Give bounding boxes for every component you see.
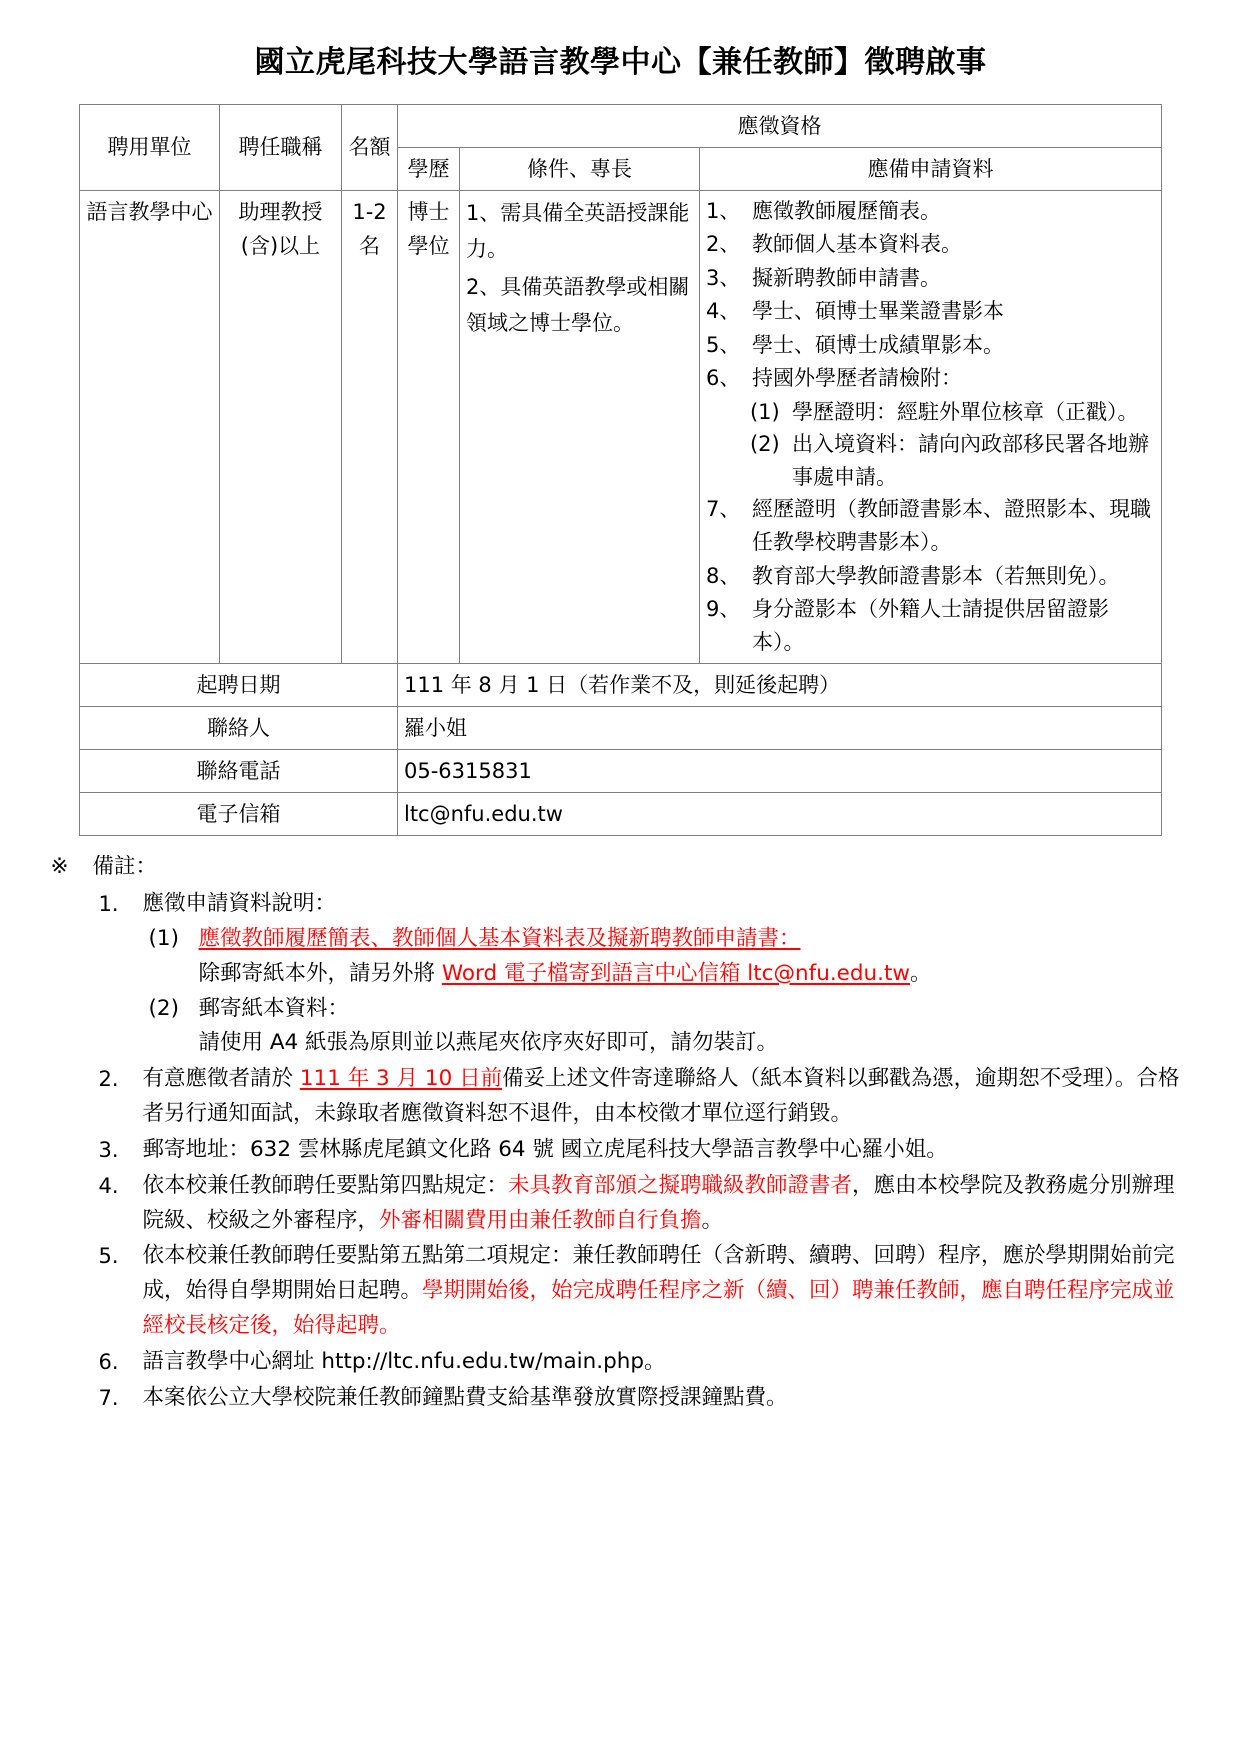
document-text: 學士、碩博士畢業證書影本 xyxy=(751,299,1004,324)
documents-sublist xyxy=(706,396,1155,494)
note-body xyxy=(143,1345,1191,1380)
note-1-sub-2 xyxy=(149,992,1191,1062)
note-6-tail: 。 xyxy=(644,1348,666,1374)
note-1-sub-1-line2 xyxy=(199,957,1191,992)
note-body xyxy=(143,1169,1191,1239)
document-item xyxy=(706,295,1155,328)
document-text: 持國外學歷者請檢附： xyxy=(751,366,962,391)
document-subitem xyxy=(750,428,1155,493)
note-6-pre: 語言教學中心網址 xyxy=(142,1348,322,1374)
document-number: 5、 xyxy=(705,332,741,357)
note-number: 2. xyxy=(98,1067,119,1092)
condition-text: 需具備全英語授課能力。 xyxy=(465,200,690,261)
reference-mark-icon: ※ xyxy=(50,854,69,880)
cell-education-line2: 學位 xyxy=(407,233,450,258)
document-item xyxy=(706,593,1155,658)
document-item xyxy=(706,329,1155,362)
header-unit: 聘用單位 xyxy=(79,104,219,190)
document-number: 9、 xyxy=(705,597,741,622)
note-3-text: 郵寄地址：632 雲林縣虎尾鎮文化路 64 號 國立虎尾科技大學語言教學中心羅小姐。 xyxy=(142,1136,948,1162)
notes-heading-label: 備註： xyxy=(92,854,158,880)
notes-section xyxy=(51,850,1191,1415)
document-item xyxy=(706,493,1155,558)
document-item xyxy=(706,195,1155,228)
document-number: 4、 xyxy=(705,299,741,324)
note-number: 3. xyxy=(98,1137,119,1162)
document-item xyxy=(706,228,1155,261)
note-1-sub-2-line2: 請使用 A4 紙張為原則並以燕尾夾依序夾好即可，請勿裝訂。 xyxy=(198,1030,779,1056)
note-1-sublist xyxy=(143,922,1191,1061)
note-body xyxy=(143,887,1191,1061)
note-number: 5. xyxy=(98,1244,119,1269)
info-row-contact-person xyxy=(79,707,1161,750)
cell-unit: 語言教學中心 xyxy=(79,190,219,664)
document-item xyxy=(706,262,1155,295)
note-4-tail: 。 xyxy=(701,1207,724,1233)
header-qualification-group: 應徵資格 xyxy=(397,104,1161,147)
document-item xyxy=(706,560,1155,593)
note-number: 6. xyxy=(98,1349,119,1374)
note-item-7 xyxy=(99,1381,1191,1416)
document-subnumber: (1) xyxy=(749,399,780,424)
value-contact-phone: 05-6315831 xyxy=(397,750,1161,793)
header-documents: 應備申請資料 xyxy=(699,147,1161,190)
note-item-4 xyxy=(99,1169,1191,1239)
note-2-post: 備妥上述文件寄達聯絡人（紙本資料以郵戳為憑，逾期恕不受理）。合格者另行通知面試，未錄取者應徵資料恕不退件，由本校徵才單位逕行銷毀。 xyxy=(142,1066,1180,1127)
condition-item xyxy=(466,269,693,341)
value-email: ltc@nfu.edu.tw xyxy=(397,793,1161,836)
note-item-5 xyxy=(99,1239,1191,1343)
document-item xyxy=(706,362,1155,395)
note-5-pre: 依本校兼任教師聘任要點第五點第二項規定：兼任教師聘任（含新聘、續聘、回聘）程序，應於學期開始前完成，始得自學期開始日起聘。 xyxy=(142,1243,1175,1304)
cell-documents xyxy=(699,190,1161,664)
document-number: 6、 xyxy=(705,366,741,391)
document-text: 應徵教師履歷簡表。 xyxy=(751,198,941,223)
cell-position-line2: (含)以上 xyxy=(240,233,321,258)
condition-text: 具備英語教學或相關領域之博士學位。 xyxy=(465,274,690,335)
value-contact-person: 羅小姐 xyxy=(397,707,1161,750)
note-4-mid: ，應由本校學院及教務處分別辦理院級、校級之外審程序， xyxy=(142,1172,1175,1233)
document-text: 教師個人基本資料表。 xyxy=(751,232,962,257)
document-text: 擬新聘教師申請書。 xyxy=(751,265,941,290)
recruitment-table xyxy=(79,104,1162,837)
note-5-highlight: 學期開始後，始完成聘任程序之新（續、回）聘兼任教師，應自聘任程序完成並經校長核定後，始得起聘。 xyxy=(142,1278,1175,1339)
cell-quota xyxy=(341,190,397,664)
value-start-date: 111 年 8 月 1 日（若作業不及，則延後起聘） xyxy=(397,664,1161,707)
note-body xyxy=(143,1239,1191,1343)
header-quota: 名額 xyxy=(341,104,397,190)
notes-list xyxy=(51,887,1191,1415)
note-2-pre: 有意應徵者請於 xyxy=(142,1066,300,1092)
note-1-sub-1-line2-tail: 。 xyxy=(910,960,932,986)
note-item-2 xyxy=(99,1062,1191,1132)
label-contact-phone: 聯絡電話 xyxy=(79,750,397,793)
note-item-3 xyxy=(99,1133,1191,1168)
document-subnumber: (2) xyxy=(749,432,780,457)
note-sub-body xyxy=(199,922,1191,992)
note-2-deadline: 111 年 3 月 10 日前 xyxy=(299,1066,503,1092)
document-text: 身分證影本（外籍人士請提供居留證影本）。 xyxy=(751,597,1109,654)
note-number: 7. xyxy=(98,1385,119,1410)
document-subitem xyxy=(750,396,1155,429)
note-4-pre: 依本校兼任教師聘任要點第四點規定： xyxy=(142,1172,509,1198)
page-title: 國立虎尾科技大學語言教學中心【兼任教師】徵聘啟事 xyxy=(254,45,987,80)
cell-conditions xyxy=(459,190,699,664)
note-item-1 xyxy=(99,887,1191,1061)
label-email: 電子信箱 xyxy=(79,793,397,836)
info-row-contact-phone xyxy=(79,750,1161,793)
note-4-highlight-2: 外審相關費用由兼任教師自行負擔 xyxy=(379,1207,702,1233)
document-subtext: 學歷證明：經駐外單位核章（正戳）。 xyxy=(791,399,1139,424)
note-1-sub-1 xyxy=(149,922,1191,992)
note-number: 4. xyxy=(98,1173,119,1198)
document-text: 學士、碩博士成績單影本。 xyxy=(751,332,1004,357)
document-number: 8、 xyxy=(705,563,741,588)
note-sub-number: (2) xyxy=(148,995,179,1021)
document-number: 7、 xyxy=(705,497,741,522)
table-header-row-1 xyxy=(79,104,1161,147)
cell-education-line1: 博士 xyxy=(407,199,450,224)
note-1-sub-1-line2-red: Word 電子檔寄到語言中心信箱 ltc@nfu.edu.tw xyxy=(441,960,911,986)
note-1-sub-2-text: 郵寄紙本資料： xyxy=(198,995,350,1021)
header-conditions: 條件、專長 xyxy=(459,147,699,190)
document-text: 經歷證明（教師證書影本、證照影本、現職任教學校聘書影本）。 xyxy=(751,497,1151,554)
document-number: 1、 xyxy=(705,198,741,223)
documents-list xyxy=(706,195,1155,395)
document-number: 3、 xyxy=(705,265,741,290)
condition-number: 1、 xyxy=(465,200,501,225)
conditions-list xyxy=(466,195,693,341)
label-contact-person: 聯絡人 xyxy=(79,707,397,750)
cell-education xyxy=(397,190,459,664)
note-body xyxy=(143,1062,1191,1132)
cell-position xyxy=(219,190,341,664)
note-1-text: 應徵申請資料說明： xyxy=(142,891,337,917)
info-row-email xyxy=(79,793,1161,836)
info-row-start-date xyxy=(79,664,1161,707)
label-start-date: 起聘日期 xyxy=(79,664,397,707)
document-number: 2、 xyxy=(705,232,741,257)
condition-number: 2、 xyxy=(465,274,501,299)
cell-position-line1: 助理教授 xyxy=(238,199,323,224)
table-row xyxy=(79,190,1161,664)
condition-item xyxy=(466,195,693,267)
note-sub-body xyxy=(199,992,1191,1062)
documents-list-tail xyxy=(706,493,1155,658)
notes-heading xyxy=(51,850,1191,885)
header-education: 學歷 xyxy=(397,147,459,190)
note-item-6 xyxy=(99,1345,1191,1380)
note-number: 1. xyxy=(98,892,119,917)
note-1-sub-1-line2-black: 除郵寄紙本外，請另外將 xyxy=(198,960,442,986)
cell-quota-line1: 1-2 xyxy=(352,199,387,224)
note-4-highlight-1: 未具教育部頒之擬聘職級教師證書者 xyxy=(508,1172,853,1198)
note-sub-number: (1) xyxy=(148,925,179,951)
note-6-url[interactable]: http://ltc.nfu.edu.tw/main.php xyxy=(321,1348,644,1374)
header-position: 聘任職稱 xyxy=(219,104,341,190)
cell-quota-line2: 名 xyxy=(358,233,380,258)
note-7-text: 本案依公立大學校院兼任教師鐘點費支給基準發放實際授課鐘點費。 xyxy=(142,1384,788,1410)
document-text: 教育部大學教師證書影本（若無則免）。 xyxy=(751,563,1120,588)
note-1-sub-1-highlight: 應徵教師履歷簡表、教師個人基本資料表及擬新聘教師申請書： xyxy=(198,925,801,951)
document-subtext: 出入境資料：請向內政部移民署各地辦事處申請。 xyxy=(791,432,1149,489)
